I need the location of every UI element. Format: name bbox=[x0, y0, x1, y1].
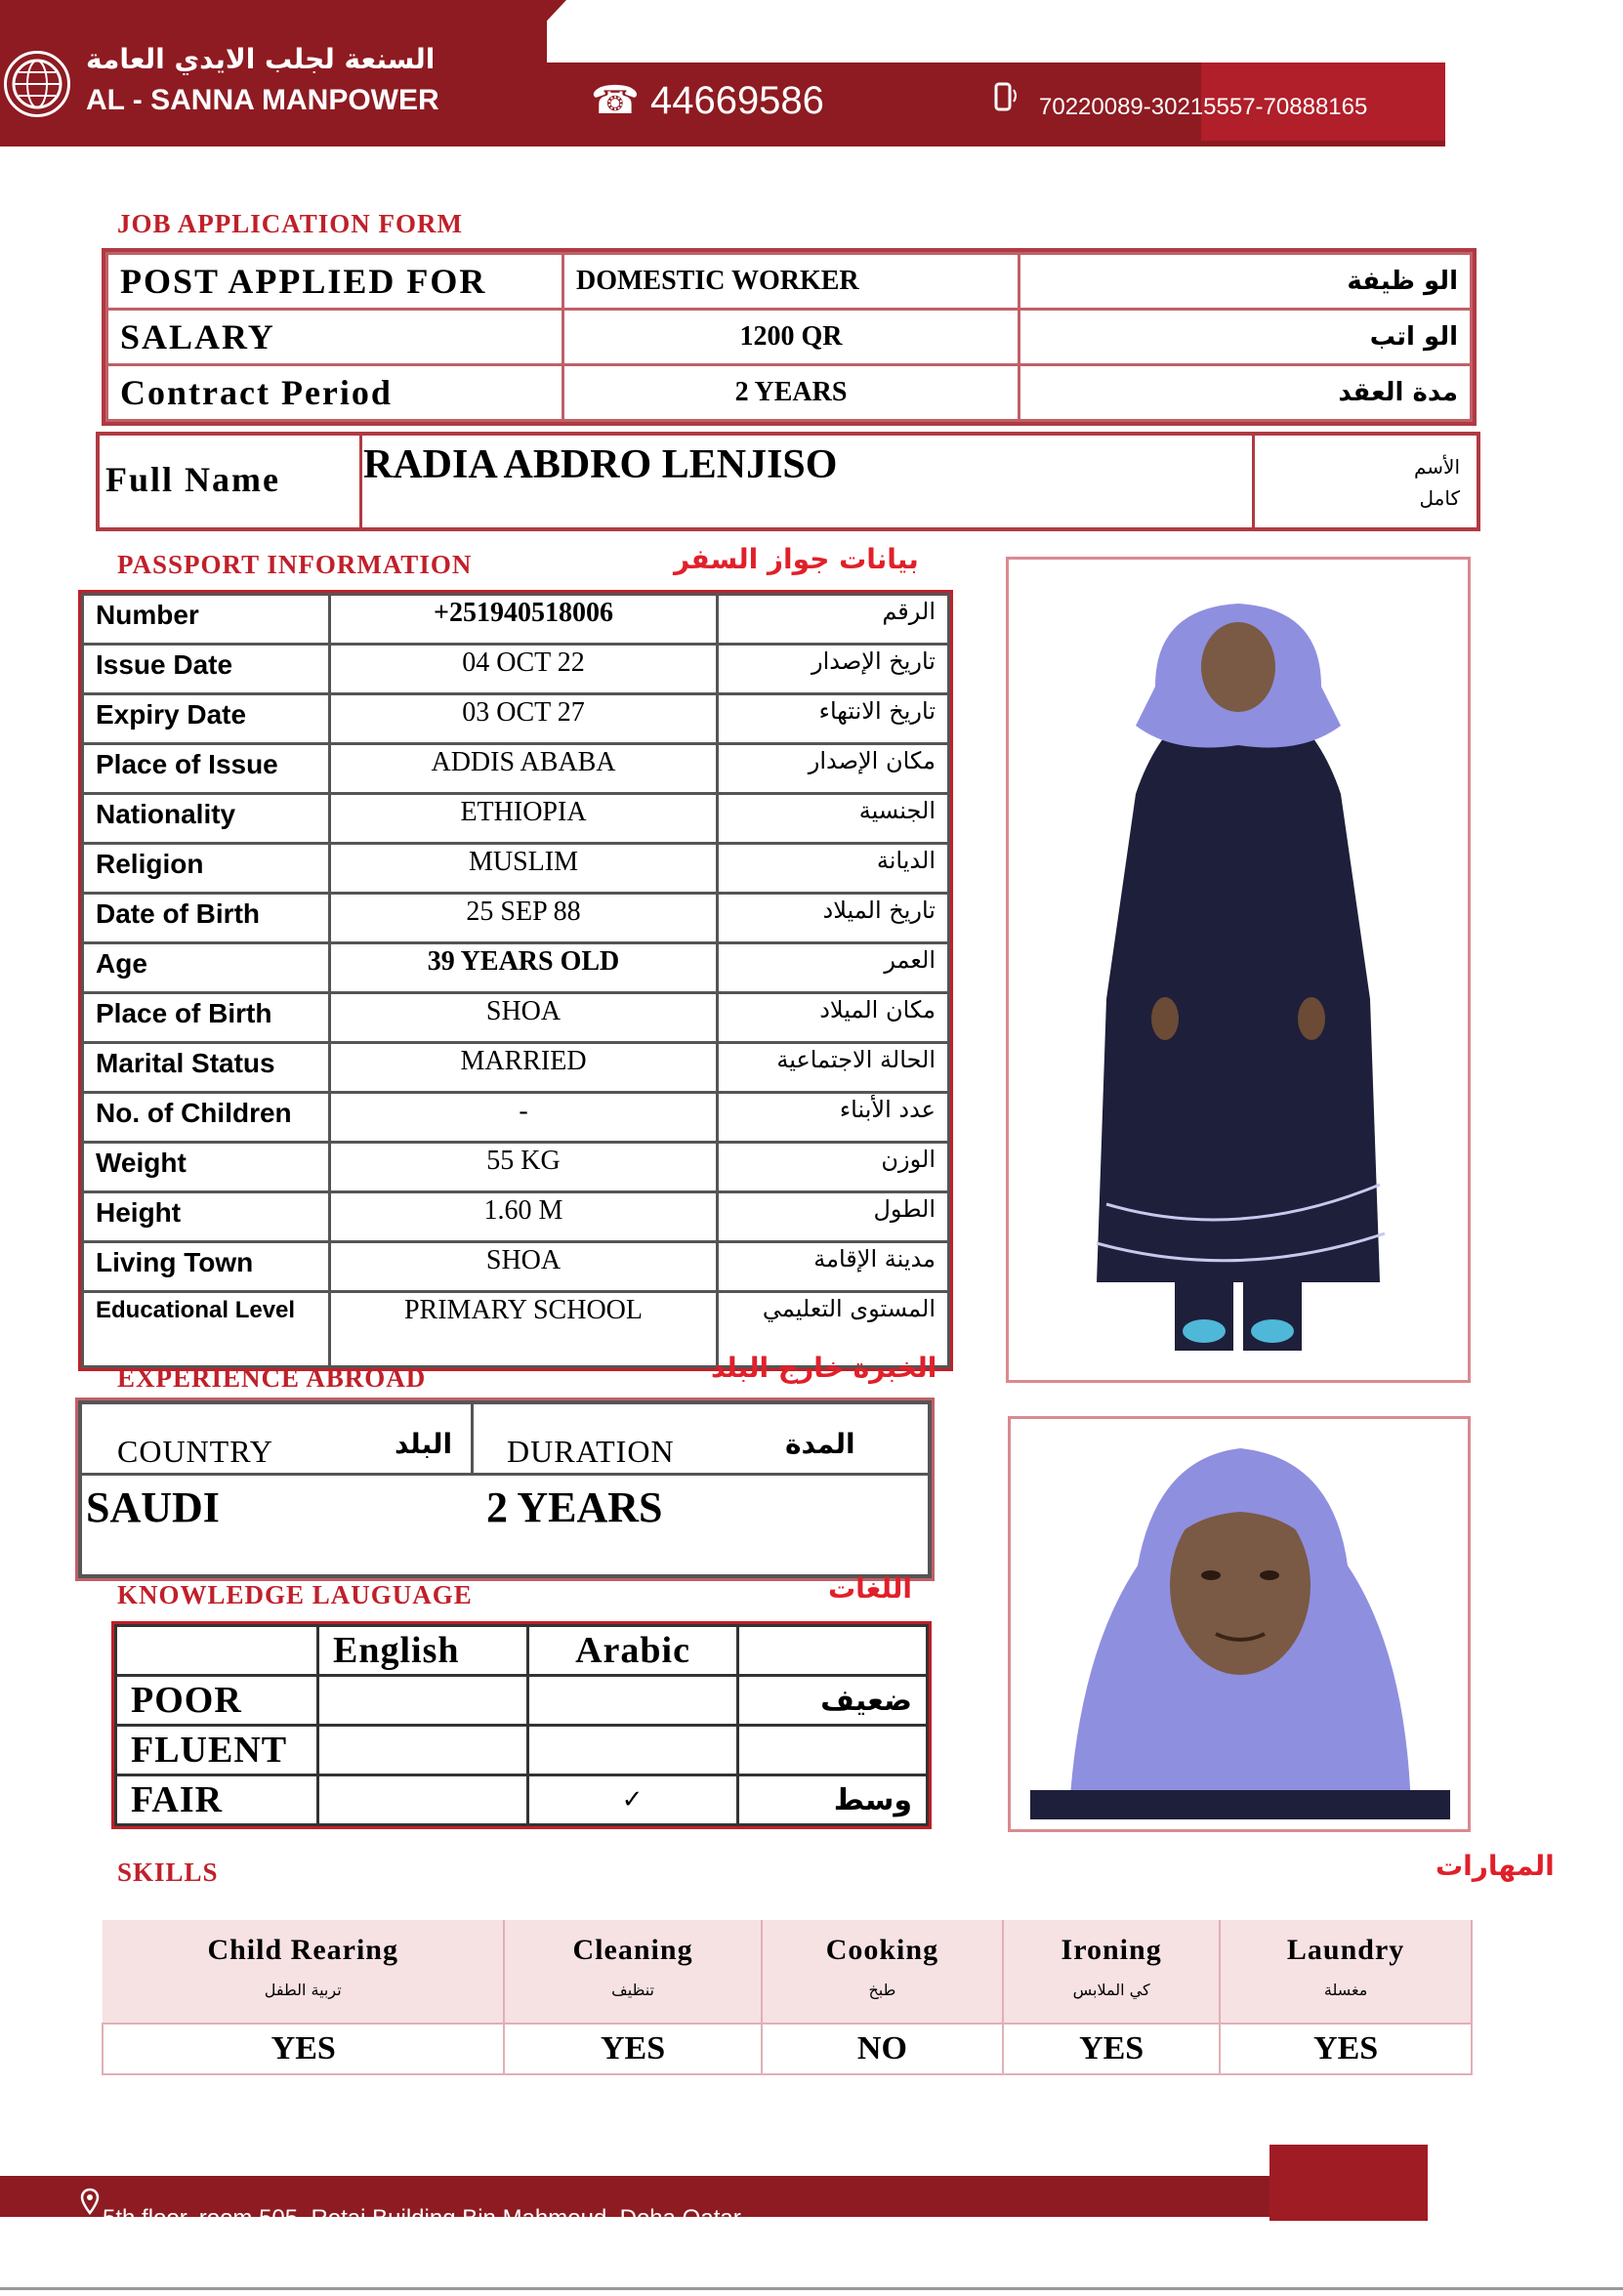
passport-title-ar: بيانات جواز السفر bbox=[674, 543, 919, 575]
passport-value: +251940518006 bbox=[330, 595, 718, 645]
post-label: POST APPLIED FOR bbox=[107, 254, 563, 310]
full-name-ar-2: كامل bbox=[1419, 486, 1460, 510]
header-slant bbox=[508, 0, 566, 63]
language-arabic-mark bbox=[528, 1676, 738, 1726]
passport-value: MARRIED bbox=[330, 1043, 718, 1093]
language-col-arabic: Arabic bbox=[528, 1626, 738, 1676]
full-name-value: RADIA ABDRO LENJISO bbox=[363, 442, 838, 487]
skill-value: YES bbox=[103, 2024, 504, 2074]
passport-label-ar: تاريخ الميلاد bbox=[718, 894, 949, 943]
passport-label: Height bbox=[83, 1192, 330, 1242]
language-header-row bbox=[116, 1626, 928, 1676]
full-name-ar-cell bbox=[1252, 436, 1479, 527]
full-name-label: Full Name bbox=[105, 460, 280, 499]
footer-rule bbox=[0, 2287, 1623, 2290]
full-name-ar-1: الأسم bbox=[1413, 455, 1460, 479]
skill-name: Cleaning bbox=[572, 1934, 693, 1966]
passport-label: Issue Date bbox=[83, 645, 330, 694]
passport-row bbox=[83, 1093, 949, 1143]
passport-row bbox=[83, 1043, 949, 1093]
language-level-ar bbox=[738, 1726, 928, 1775]
job-row-post bbox=[107, 254, 1472, 310]
passport-label: Age bbox=[83, 943, 330, 993]
passport-row bbox=[83, 1192, 949, 1242]
skill-name-ar: مغسلة bbox=[1323, 1981, 1368, 1999]
full-body-photo bbox=[1006, 557, 1471, 1383]
passport-row bbox=[83, 694, 949, 744]
skill-value: NO bbox=[762, 2024, 1003, 2074]
skills-table bbox=[102, 1920, 1473, 2075]
language-col-english: English bbox=[318, 1626, 528, 1676]
passport-label-ar: الجنسية bbox=[718, 794, 949, 844]
passport-value: 03 OCT 27 bbox=[330, 694, 718, 744]
passport-row bbox=[83, 1143, 949, 1192]
passport-label: Nationality bbox=[83, 794, 330, 844]
skill-header bbox=[762, 1920, 1003, 2024]
language-title-ar: اللغات bbox=[828, 1572, 912, 1605]
country-label: COUNTRY bbox=[117, 1434, 273, 1469]
salary-label: SALARY bbox=[107, 310, 563, 365]
skill-name: Child Rearing bbox=[207, 1934, 398, 1966]
job-row-salary bbox=[107, 310, 1472, 365]
passport-label-ar: الرقم bbox=[718, 595, 949, 645]
passport-row bbox=[83, 744, 949, 794]
contract-label: Contract Period bbox=[107, 365, 563, 421]
passport-value: ETHIOPIA bbox=[330, 794, 718, 844]
language-arabic-mark bbox=[528, 1726, 738, 1775]
salary-label-ar: الو اتب bbox=[1020, 310, 1472, 365]
passport-row bbox=[83, 595, 949, 645]
passport-value: 1.60 M bbox=[330, 1192, 718, 1242]
passport-label-ar: الديانة bbox=[718, 844, 949, 894]
phone-icon: ☎ bbox=[591, 79, 640, 122]
passport-label: Religion bbox=[83, 844, 330, 894]
passport-value: PRIMARY SCHOOL bbox=[330, 1292, 718, 1367]
passport-label-ar: المستوى التعليمي bbox=[718, 1292, 949, 1367]
portrait-photo bbox=[1008, 1416, 1471, 1832]
duration-label: DURATION bbox=[507, 1434, 675, 1469]
passport-label: Marital Status bbox=[83, 1043, 330, 1093]
passport-row bbox=[83, 794, 949, 844]
post-label-ar: الو ظيفة bbox=[1020, 254, 1472, 310]
passport-label-ar: الطول bbox=[718, 1192, 949, 1242]
passport-label: Expiry Date bbox=[83, 694, 330, 744]
skill-value: YES bbox=[1220, 2024, 1472, 2074]
contract-value: 2 YEARS bbox=[563, 365, 1020, 421]
passport-row bbox=[83, 993, 949, 1043]
header-white-area bbox=[547, 0, 1623, 63]
skill-header bbox=[504, 1920, 761, 2024]
experience-title: EXPERIENCE ABROAD bbox=[117, 1363, 427, 1393]
passport-value: SHOA bbox=[330, 1242, 718, 1292]
language-english-mark bbox=[318, 1775, 528, 1825]
language-row bbox=[116, 1726, 928, 1775]
full-name-label-cell bbox=[100, 436, 362, 527]
language-level: FAIR bbox=[116, 1775, 318, 1825]
footer-address: 5th floor, room 505, Retaj Building,Bin Mahmoud, Doha Qatar bbox=[103, 2205, 741, 2232]
skill-name: Cooking bbox=[825, 1934, 939, 1966]
passport-label: Educational Level bbox=[83, 1292, 330, 1367]
passport-label-ar: الوزن bbox=[718, 1143, 949, 1192]
passport-label: Weight bbox=[83, 1143, 330, 1192]
passport-label-ar: تاريخ الإصدار bbox=[718, 645, 949, 694]
passport-row bbox=[83, 943, 949, 993]
globe-logo-icon bbox=[4, 51, 70, 117]
passport-label-ar: الحالة الاجتماعية bbox=[718, 1043, 949, 1093]
passport-row bbox=[83, 844, 949, 894]
language-level: POOR bbox=[116, 1676, 318, 1726]
passport-label: No. of Children bbox=[83, 1093, 330, 1143]
language-level-ar: ضعيف bbox=[738, 1676, 928, 1726]
language-level: FLUENT bbox=[116, 1726, 318, 1775]
job-info-table bbox=[102, 248, 1477, 426]
language-level-ar: وسط bbox=[738, 1775, 928, 1825]
language-title: KNOWLEDGE LAUGUAGE bbox=[117, 1580, 473, 1609]
passport-value: MUSLIM bbox=[330, 844, 718, 894]
company-name-arabic: السنعة لجلب الايدي العامة bbox=[86, 43, 436, 75]
mobile-numbers: 70220089-30215557-70888165 bbox=[1039, 94, 1368, 120]
contract-label-ar: مدة العقد bbox=[1020, 365, 1472, 421]
skill-name-ar: كي الملابس bbox=[1072, 1981, 1150, 1999]
skill-name: Ironing bbox=[1061, 1934, 1162, 1966]
language-table bbox=[111, 1621, 932, 1829]
passport-label: Number bbox=[83, 595, 330, 645]
passport-row bbox=[83, 645, 949, 694]
skill-name-ar: تنظيف bbox=[611, 1981, 654, 1999]
passport-label: Place of Birth bbox=[83, 993, 330, 1043]
language-english-mark bbox=[318, 1676, 528, 1726]
mobile-icon bbox=[986, 80, 1021, 120]
passport-label-ar: تاريخ الانتهاء bbox=[718, 694, 949, 744]
passport-value: 25 SEP 88 bbox=[330, 894, 718, 943]
passport-label-ar: العمر bbox=[718, 943, 949, 993]
language-row bbox=[116, 1676, 928, 1726]
passport-value: ADDIS ABABA bbox=[330, 744, 718, 794]
footer-accent bbox=[1269, 2145, 1428, 2221]
passport-row bbox=[83, 1242, 949, 1292]
passport-value: - bbox=[330, 1093, 718, 1143]
passport-value: 04 OCT 22 bbox=[330, 645, 718, 694]
skill-header bbox=[1003, 1920, 1220, 2024]
company-name: AL - SANNA MANPOWER bbox=[86, 84, 439, 116]
passport-label: Living Town bbox=[83, 1242, 330, 1292]
skill-header bbox=[1220, 1920, 1472, 2024]
language-english-mark bbox=[318, 1726, 528, 1775]
skill-name: Laundry bbox=[1286, 1934, 1405, 1966]
country-label-ar: البلد bbox=[395, 1428, 453, 1460]
skill-name-ar: تربية الطفل bbox=[264, 1981, 342, 1999]
phone-number: ☎ 44669586 bbox=[591, 79, 824, 122]
skill-name-ar: طبخ bbox=[868, 1981, 896, 1999]
passport-row bbox=[83, 894, 949, 943]
language-row bbox=[116, 1775, 928, 1825]
passport-value: SHOA bbox=[330, 993, 718, 1043]
skill-header bbox=[103, 1920, 504, 2024]
skill-value: YES bbox=[1003, 2024, 1220, 2074]
passport-value: 55 KG bbox=[330, 1143, 718, 1192]
location-pin-icon bbox=[80, 2188, 100, 2220]
passport-title: PASSPORT INFORMATION bbox=[117, 550, 473, 579]
skills-title-ar: المهارات bbox=[1436, 1850, 1555, 1882]
job-row-contract bbox=[107, 365, 1472, 421]
skill-value: YES bbox=[504, 2024, 761, 2074]
passport-label-ar: مدينة الإقامة bbox=[718, 1242, 949, 1292]
language-arabic-mark: ✓ bbox=[528, 1775, 738, 1825]
country-value: SAUDI bbox=[86, 1483, 220, 1531]
passport-label: Place of Issue bbox=[83, 744, 330, 794]
passport-label-ar: عدد الأبناء bbox=[718, 1093, 949, 1143]
full-name-box bbox=[96, 432, 1480, 531]
duration-value: 2 YEARS bbox=[486, 1483, 663, 1531]
duration-label-ar: المدة bbox=[785, 1428, 855, 1460]
skills-title: SKILLS bbox=[117, 1858, 219, 1887]
passport-label-ar: مكان الإصدار bbox=[718, 744, 949, 794]
post-value: DOMESTIC WORKER bbox=[563, 254, 1020, 310]
experience-box bbox=[78, 1400, 932, 1578]
passport-label-ar: مكان الميلاد bbox=[718, 993, 949, 1043]
experience-title-ar: الخبرة خارج البلد bbox=[711, 1352, 937, 1384]
passport-value: 39 YEARS OLD bbox=[330, 943, 718, 993]
form-title: JOB APPLICATION FORM bbox=[117, 209, 464, 238]
passport-table bbox=[78, 590, 953, 1371]
salary-value: 1200 QR bbox=[563, 310, 1020, 365]
passport-label: Date of Birth bbox=[83, 894, 330, 943]
